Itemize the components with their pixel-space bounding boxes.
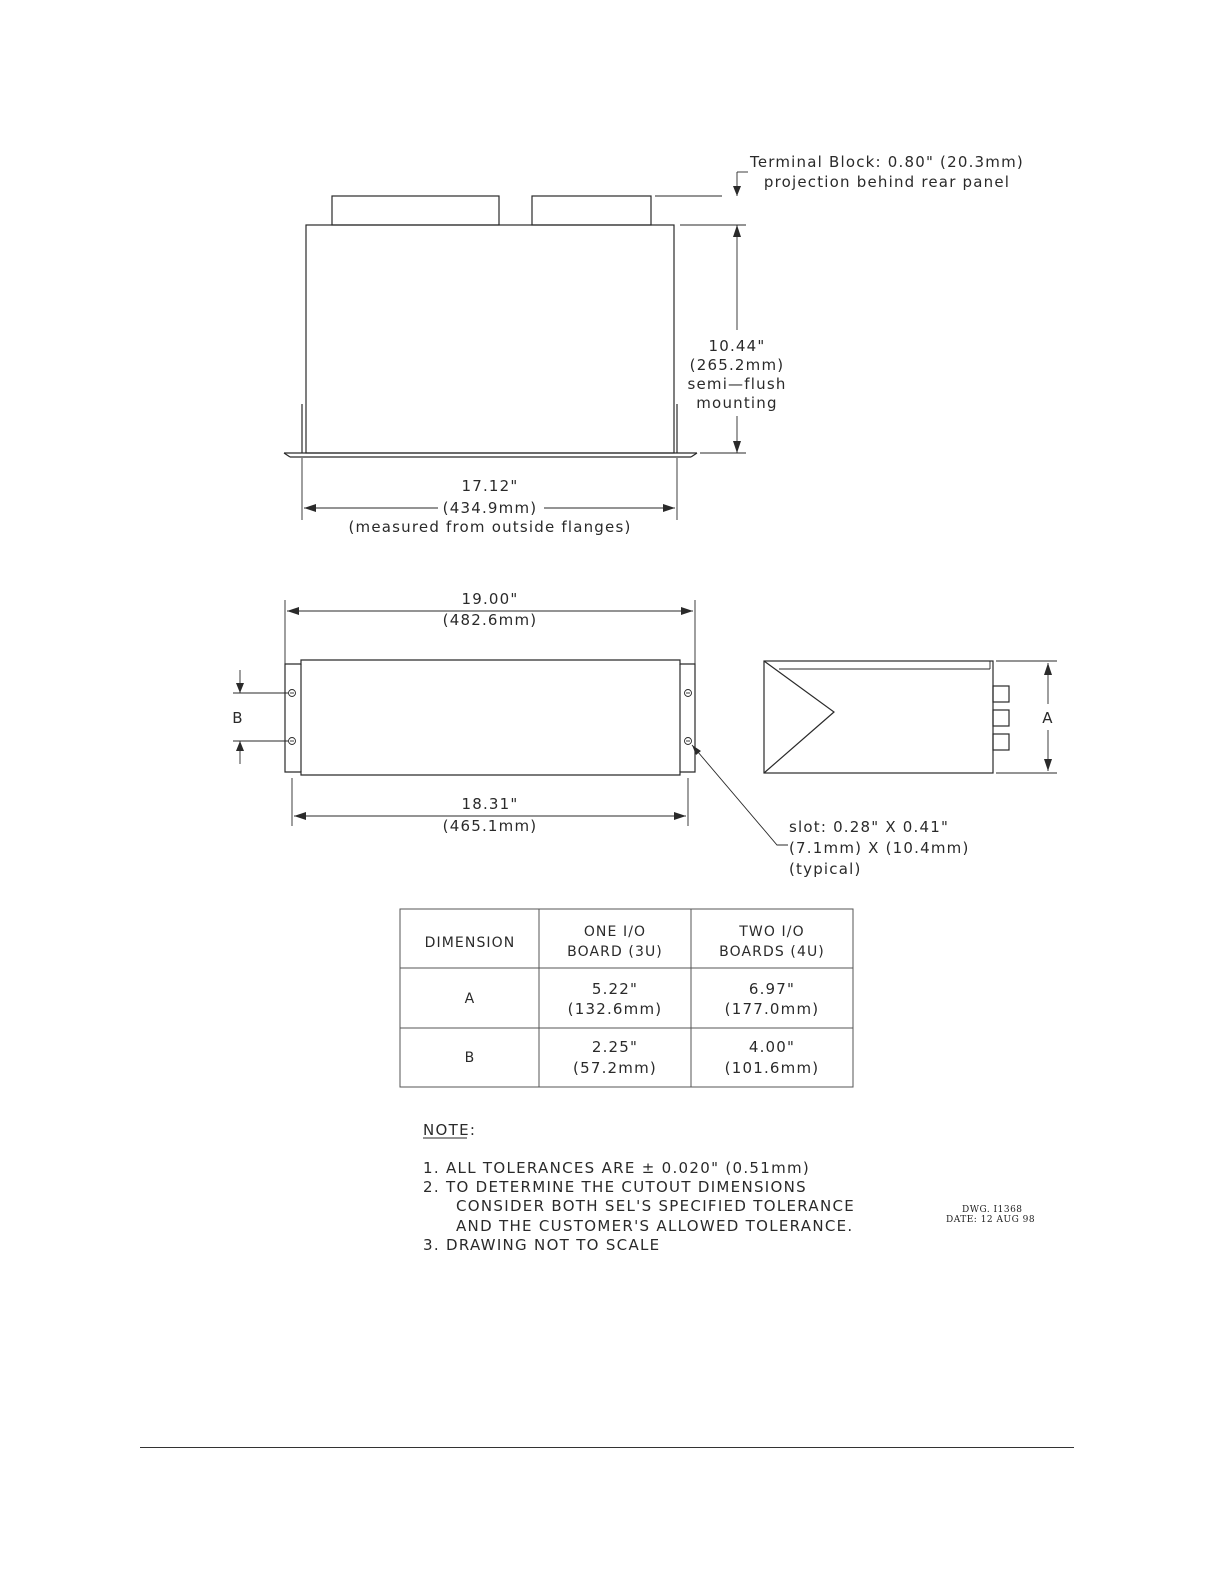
note-2: 2. TO DETERMINE THE CUTOUT DIMENSIONS bbox=[423, 1178, 807, 1196]
depth-note-2: mounting bbox=[696, 394, 778, 412]
table-header-two-io-1: TWO I/O bbox=[739, 924, 805, 940]
table-cell-value: (132.6mm) bbox=[567, 1000, 663, 1018]
notes-heading: NOTE: bbox=[423, 1121, 477, 1139]
slot-size-inches: slot: 0.28" X 0.41" bbox=[789, 818, 950, 836]
footer-rule bbox=[140, 1447, 1074, 1448]
table-cell-value: (57.2mm) bbox=[573, 1059, 657, 1077]
title-block bbox=[946, 1205, 1035, 1225]
table-cell-value: 2.25" bbox=[591, 1038, 639, 1056]
terminal-block-left bbox=[332, 196, 499, 225]
slot-size-mm: (7.1mm) X (10.4mm) bbox=[789, 839, 970, 857]
overall-width-mm: (482.6mm) bbox=[442, 611, 538, 629]
relay-body-top bbox=[306, 225, 674, 453]
table-header-one-io-1: ONE I/O bbox=[583, 924, 647, 940]
mounting-slot bbox=[685, 738, 692, 745]
a-dimension-label: A bbox=[1042, 709, 1054, 727]
flange-width-mm: (434.9mm) bbox=[442, 499, 538, 517]
mounting-slot bbox=[289, 690, 296, 697]
note-1: 1. ALL TOLERANCES ARE ± 0.020" (0.51mm) bbox=[423, 1159, 811, 1177]
slot-spacing-inches: 18.31" bbox=[461, 795, 519, 813]
depth-inches: 10.44" bbox=[708, 337, 766, 355]
note-2-cont-1: CONSIDER BOTH SEL'S SPECIFIED TOLERANCE bbox=[456, 1197, 856, 1215]
slot-typical-note: (typical) bbox=[789, 860, 862, 878]
rear-terminal bbox=[993, 686, 1009, 702]
dimension-table bbox=[400, 909, 853, 1087]
terminal-block-sublabel: projection behind rear panel bbox=[763, 173, 1011, 191]
note-3: 3. DRAWING NOT TO SCALE bbox=[423, 1236, 661, 1254]
front-panel-outline bbox=[285, 660, 695, 775]
table-cell-value: 4.00" bbox=[748, 1038, 796, 1056]
flange-width-inches: 17.12" bbox=[461, 477, 519, 495]
drawing-date: DATE: 12 AUG 98 bbox=[946, 1215, 1036, 1225]
depth-mm: (265.2mm) bbox=[689, 356, 785, 374]
table-cell-value: (101.6mm) bbox=[724, 1059, 820, 1077]
table-header-dimension: DIMENSION bbox=[424, 935, 516, 951]
rear-terminal bbox=[993, 734, 1009, 750]
terminal-block-label: Terminal Block: 0.80" (20.3mm) bbox=[750, 153, 1024, 171]
depth-note-1: semi—flush bbox=[687, 375, 787, 393]
side-body bbox=[764, 661, 993, 773]
slot-spacing-mm: (465.1mm) bbox=[442, 817, 538, 835]
front-view bbox=[232, 590, 969, 878]
table-cell-dim: A bbox=[464, 991, 476, 1007]
top-view bbox=[284, 153, 1024, 536]
table-cell-dim: B bbox=[464, 1050, 476, 1066]
terminal-block-right bbox=[532, 196, 651, 225]
table-header-one-io-2: BOARD (3U) bbox=[567, 944, 663, 960]
side-view bbox=[764, 661, 1057, 773]
mounting-slot bbox=[289, 738, 296, 745]
b-dimension-label: B bbox=[232, 709, 244, 727]
table-cell-value: 5.22" bbox=[591, 980, 639, 998]
notes bbox=[423, 1121, 855, 1254]
rear-terminal bbox=[993, 710, 1009, 726]
mounting-slot bbox=[685, 690, 692, 697]
note-2-cont-2: AND THE CUSTOMER'S ALLOWED TOLERANCE. bbox=[456, 1217, 854, 1235]
table-cell-value: (177.0mm) bbox=[724, 1000, 820, 1018]
drawing-number: DWG. I1368 bbox=[962, 1205, 1023, 1215]
overall-width-inches: 19.00" bbox=[461, 590, 519, 608]
table-header-two-io-2: BOARDS (4U) bbox=[719, 944, 825, 960]
table-cell-value: 6.97" bbox=[748, 980, 796, 998]
flange-width-note: (measured from outside flanges) bbox=[348, 518, 632, 536]
